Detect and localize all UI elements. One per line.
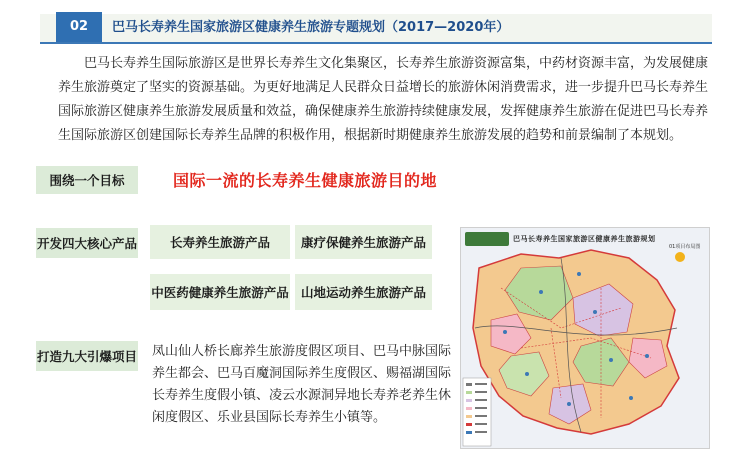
map-legend-title: 01项目布局图 xyxy=(669,244,701,250)
map-title: 巴马长寿养生国家旅游区健康养生旅游规划 xyxy=(513,235,656,243)
key-projects-text: 凤山仙人桥长廊养生旅游度假区项目、巴马中脉国际养生都会、巴马百魔洞国际养生度假区、赐福湖国际长寿养生度假小镇、凌云水源洞异地长寿养老养生休闲度假区、乐业县国际长寿养生小镇等。 xyxy=(152,344,452,425)
core-products-label: 开发四大核心产品 xyxy=(36,228,138,258)
product-tcm-health: 中医药健康养生旅游产品 xyxy=(150,274,290,310)
map-legend-box xyxy=(463,378,491,446)
product-longevity: 长寿养生旅游产品 xyxy=(150,225,290,259)
map-regions xyxy=(461,228,710,449)
section-title: 巴马长寿养生国家旅游区健康养生旅游专题规划（2017—2020年） xyxy=(112,20,510,35)
product-rehab-health: 康疗保健养生旅游产品 xyxy=(295,225,432,259)
section-number-badge: 02 xyxy=(56,12,102,42)
product-mountain-sports: 山地运动养生旅游产品 xyxy=(295,274,432,310)
goal-label: 围绕一个目标 xyxy=(36,166,138,194)
goal-text: 国际一流的长寿养生健康旅游目的地 xyxy=(173,171,438,190)
intro-paragraph: 巴马长寿养生国际旅游区是世界长寿养生文化集聚区，长寿养生旅游资源富集，中药材资源丰富，为发展健康养生旅游奠定了坚实的资源基础。为更好地满足人民群众日益增长的旅游休闲消费需求，进一步提升巴马长寿养生国际旅游区健康养生旅游发展质量和效益，确保健康养生旅游持续健康发展，发挥健康养生旅游在促进巴马长寿养生国际旅游区创建国际长寿养生品牌的积极作用，根据新时期健康养生旅游发展的趋势和前景编制了本规划。 xyxy=(58,56,709,143)
planning-map xyxy=(460,227,710,449)
key-projects-label: 打造九大引爆项目 xyxy=(36,341,138,371)
